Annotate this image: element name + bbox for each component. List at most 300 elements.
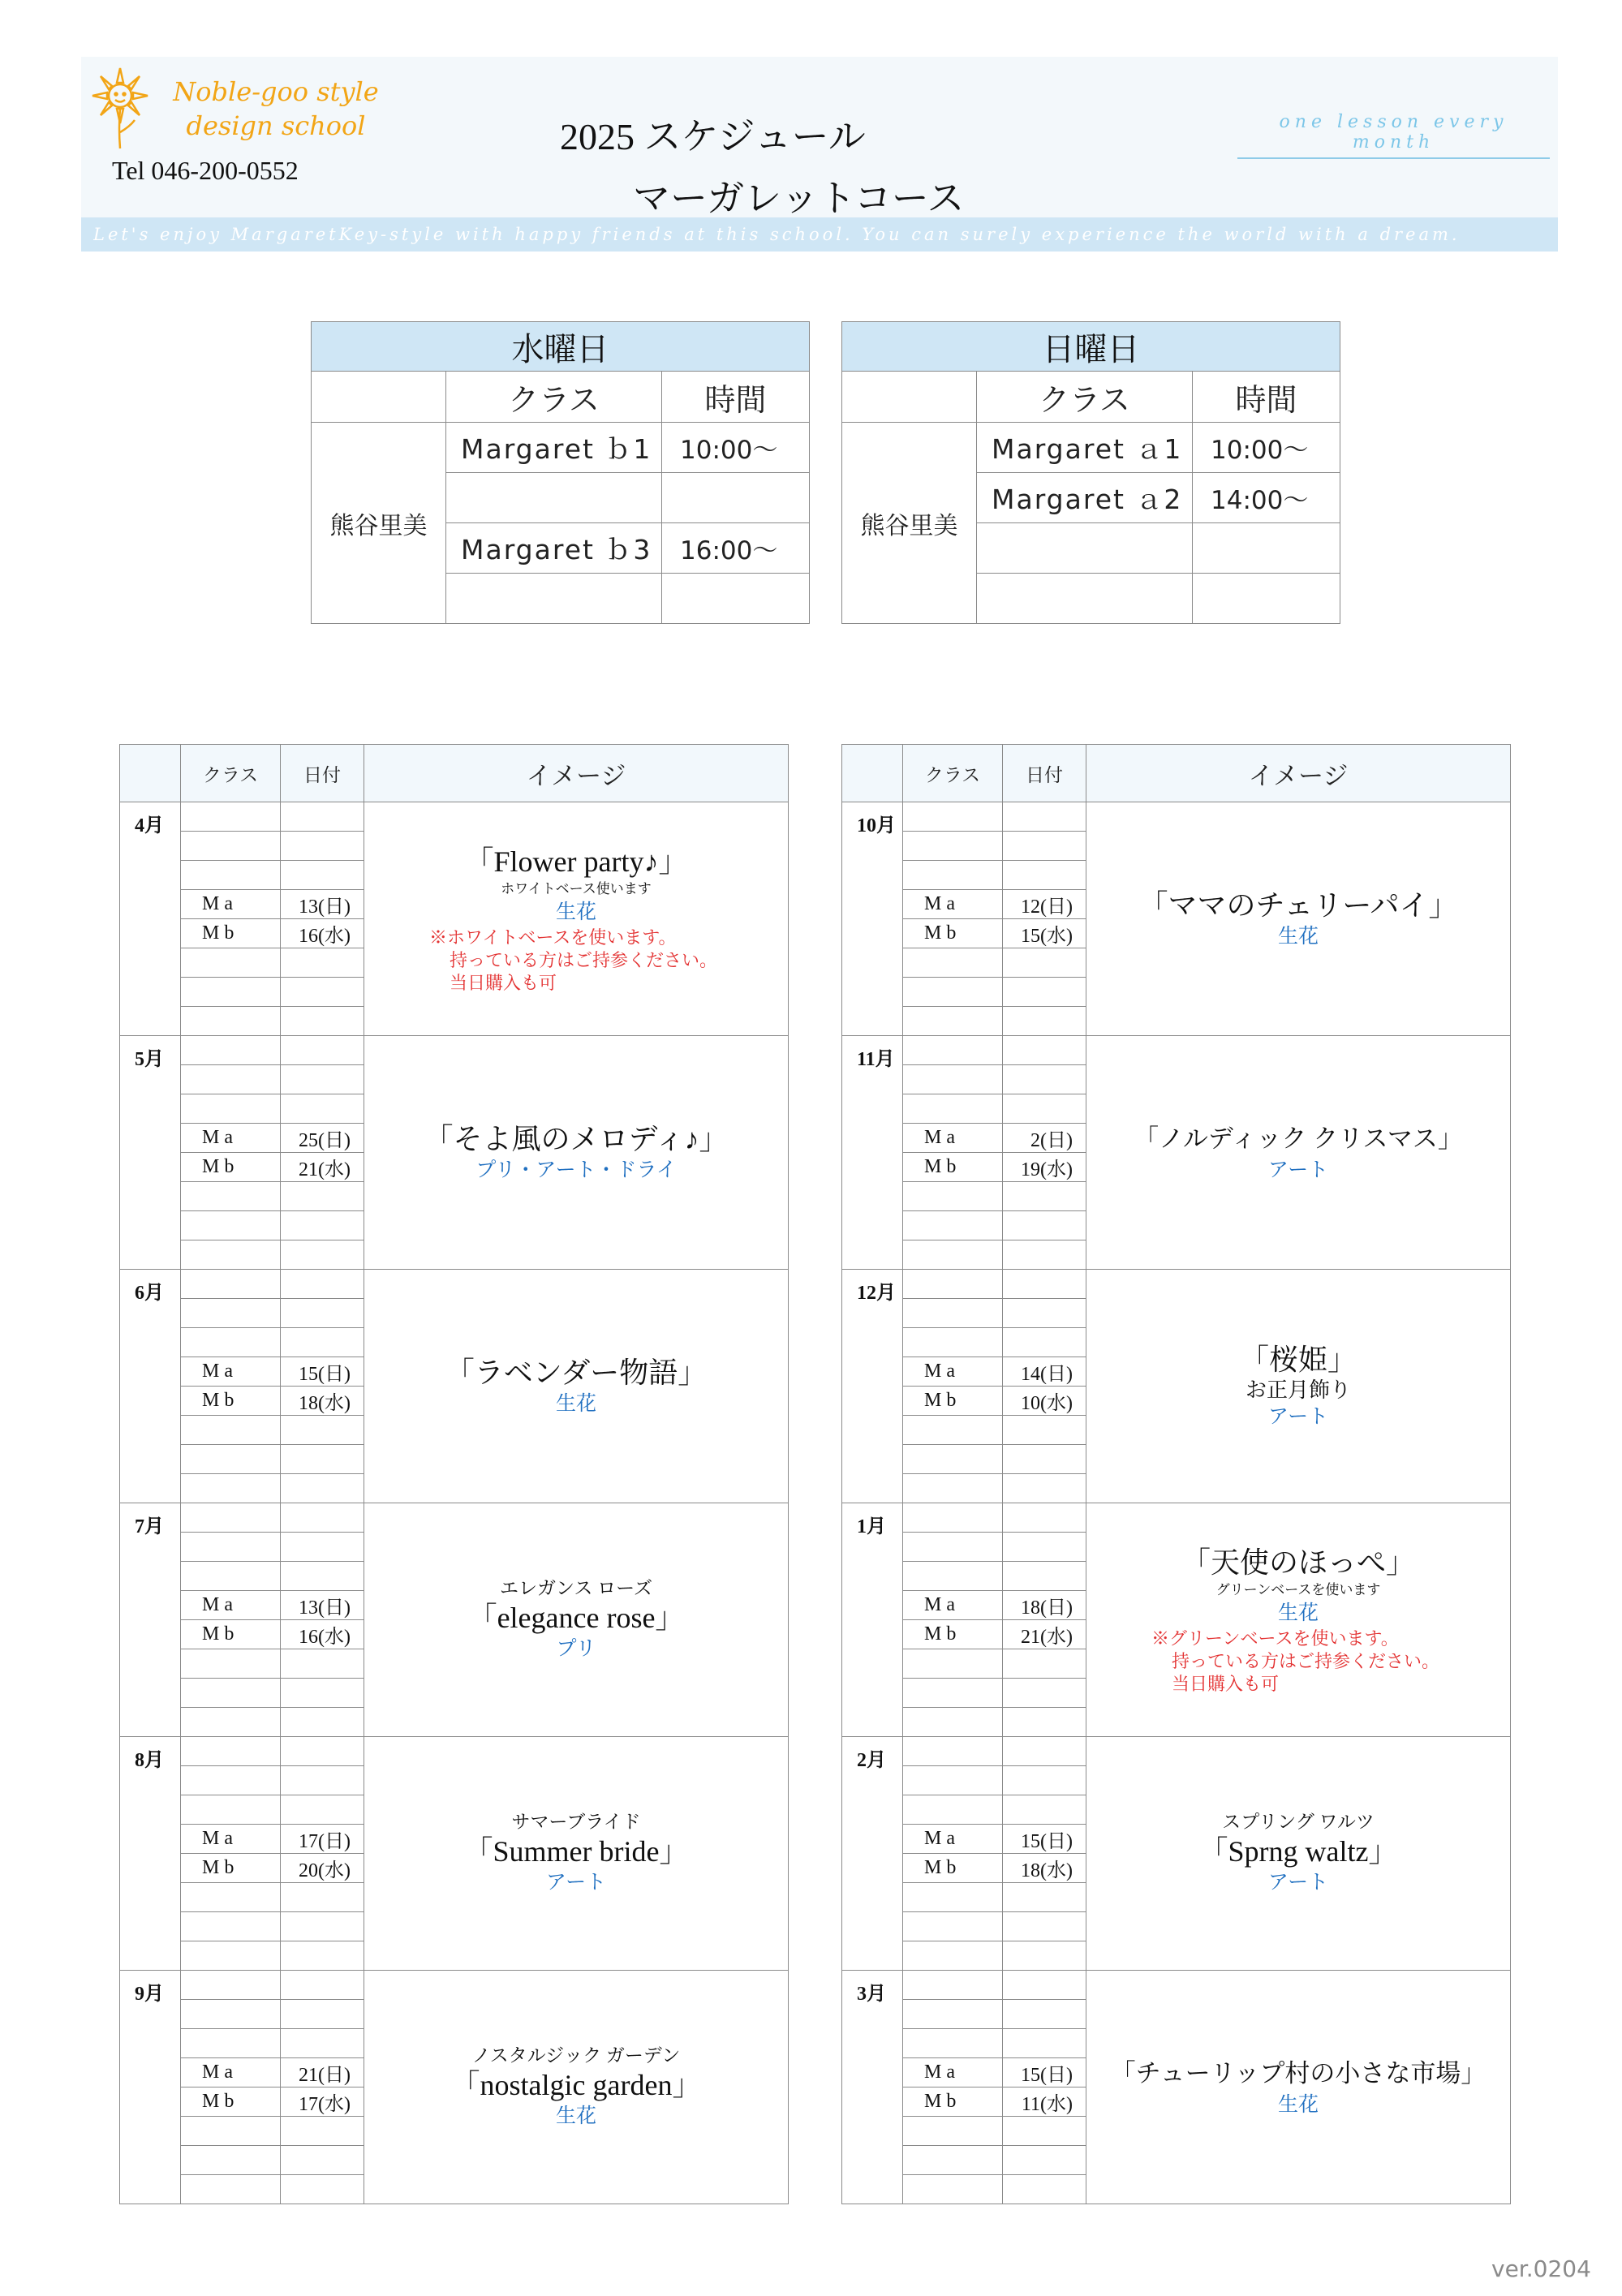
empty-cell (181, 2000, 281, 2029)
lesson-image-cell (1086, 1270, 1511, 1503)
motto-text: Let's enjoy MargaretKey-style with happy friends at this school. You can surely experience the world with a dream. (93, 225, 1461, 244)
empty-cell (281, 1474, 364, 1503)
empty-cell (181, 1883, 281, 1912)
lesson-image-cell (1086, 1971, 1511, 2204)
empty-cell (281, 1445, 364, 1474)
material-type: 生花 (555, 1392, 596, 1415)
empty-cell (903, 1708, 1003, 1737)
lesson-note-line: 持っている方はご持参ください。 (450, 949, 718, 970)
schedule-subrow (120, 802, 789, 832)
schedule-subrow (842, 1270, 1511, 1299)
class-code: Ma (903, 890, 1003, 919)
lesson-date: 13(日) (281, 890, 364, 919)
blank-header-cell (120, 745, 181, 802)
empty-cell (903, 1299, 1003, 1328)
class-name (977, 523, 1193, 574)
class-code: Mb (903, 1854, 1003, 1883)
school-name-line2: design school (186, 110, 366, 141)
empty-cell (903, 1240, 1003, 1270)
empty-cell (1003, 1941, 1086, 1971)
lesson-date: 15(日) (1003, 2058, 1086, 2087)
empty-cell (281, 1211, 364, 1240)
lesson-title: 「Summer bride」 (463, 1834, 689, 1868)
class-name: Margaret ａ2 (977, 473, 1193, 523)
empty-cell (1003, 1503, 1086, 1533)
empty-cell (181, 1766, 281, 1795)
schedule-subrow (120, 1503, 789, 1533)
empty-cell (903, 1533, 1003, 1562)
tagline: one lesson every month (1237, 112, 1550, 159)
empty-cell (181, 1182, 281, 1211)
class-code: Ma (181, 1591, 281, 1620)
empty-cell (903, 2146, 1003, 2175)
material-type: 生花 (1277, 1602, 1319, 1624)
empty-cell (1003, 1679, 1086, 1708)
empty-cell (281, 1533, 364, 1562)
lesson-date: 18(水) (281, 1387, 364, 1416)
empty-cell (903, 1971, 1003, 2000)
class-time (1193, 523, 1340, 574)
material-type: プリ・アート・ドライ (475, 1159, 677, 1181)
empty-cell (281, 2029, 364, 2058)
empty-cell (1003, 1474, 1086, 1503)
empty-cell (181, 1270, 281, 1299)
material-type: アート (1267, 1405, 1329, 1428)
empty-cell (181, 2146, 281, 2175)
class-name (977, 574, 1193, 624)
schedule-subrow (842, 1036, 1511, 1065)
month-label: 1月 (842, 1503, 903, 1737)
lesson-title: 「nostalgic garden」 (450, 2068, 702, 2101)
schedule-subrow (120, 1036, 789, 1065)
lesson-note-line: ※グリーンベースを使います。 (1151, 1627, 1399, 1649)
empty-cell (903, 1737, 1003, 1766)
empty-cell (1003, 2029, 1086, 2058)
empty-cell (181, 1649, 281, 1679)
lesson-date: 13(日) (281, 1591, 364, 1620)
lesson-date: 14(日) (1003, 1357, 1086, 1387)
empty-cell (281, 1328, 364, 1357)
empty-cell (281, 1182, 364, 1211)
material-type: 生花 (1277, 925, 1319, 948)
empty-cell (181, 2029, 281, 2058)
empty-cell (281, 1036, 364, 1065)
empty-cell (903, 1065, 1003, 1094)
class-code: Ma (903, 1357, 1003, 1387)
class-code: Ma (903, 2058, 1003, 2087)
class-column-header: クラス (977, 372, 1193, 423)
lesson-date: 21(日) (281, 2058, 364, 2087)
lesson-title: 「そよ風のメロディ♪」 (424, 1122, 729, 1155)
empty-cell (1003, 1737, 1086, 1766)
empty-cell (181, 832, 281, 861)
schedule-subrow (120, 1270, 789, 1299)
tel-number: Tel 046-200-0552 (112, 156, 299, 185)
empty-cell (903, 1766, 1003, 1795)
empty-cell (903, 832, 1003, 861)
empty-cell (181, 1533, 281, 1562)
lesson-date: 15(水) (1003, 919, 1086, 948)
lesson-subnote: グリーンベースを使います (1215, 1581, 1381, 1597)
class-column-header: クラス (446, 372, 662, 423)
lesson-date: 17(水) (281, 2087, 364, 2117)
empty-cell (1003, 2175, 1086, 2204)
class-code: Mb (903, 1153, 1003, 1182)
empty-cell (181, 802, 281, 832)
class-time (1193, 574, 1340, 624)
school-name-line1: Noble-goo style (173, 76, 379, 107)
empty-cell (181, 1503, 281, 1533)
empty-cell (1003, 1883, 1086, 1912)
lesson-title-reading: サマーブライド (511, 1811, 641, 1832)
empty-cell (903, 1007, 1003, 1036)
empty-cell (281, 1941, 364, 1971)
class-name (446, 574, 662, 624)
empty-cell (1003, 832, 1086, 861)
empty-cell (281, 2175, 364, 2204)
empty-cell (1003, 1416, 1086, 1445)
empty-cell (1003, 1211, 1086, 1240)
teacher-name: 熊谷里美 (842, 423, 977, 624)
month-label: 3月 (842, 1971, 903, 2204)
sunflower-logo-icon (88, 63, 153, 153)
lesson-note-line: 当日購入も可 (450, 972, 557, 993)
material-type: アート (545, 1871, 607, 1894)
class-column-header: クラス (903, 745, 1003, 802)
blank-header-cell (312, 372, 446, 423)
date-column-header: 日付 (281, 745, 364, 802)
class-code: Mb (903, 1387, 1003, 1416)
class-time: 16:00～ (662, 523, 810, 574)
empty-cell (181, 978, 281, 1007)
empty-cell (1003, 1562, 1086, 1591)
schedule-subrow (120, 1737, 789, 1766)
empty-cell (181, 1445, 281, 1474)
empty-cell (903, 1094, 1003, 1124)
material-type: プリ (556, 1637, 596, 1660)
class-code: Ma (903, 1124, 1003, 1153)
month-label: 4月 (120, 802, 181, 1036)
class-code: Mb (181, 1854, 281, 1883)
time-column-header: 時間 (1193, 372, 1340, 423)
lesson-image-cell (1086, 1737, 1511, 1971)
empty-cell (1003, 1708, 1086, 1737)
lesson-date: 21(水) (1003, 1620, 1086, 1649)
empty-cell (903, 1211, 1003, 1240)
lesson-date: 16(水) (281, 1620, 364, 1649)
empty-cell (1003, 2000, 1086, 2029)
empty-cell (181, 1416, 281, 1445)
lesson-date: 25(日) (281, 1124, 364, 1153)
class-time: 10:00～ (662, 423, 810, 473)
month-label: 8月 (120, 1737, 181, 1971)
class-code: Ma (181, 1825, 281, 1854)
empty-cell (903, 1182, 1003, 1211)
class-code: Ma (903, 1825, 1003, 1854)
empty-cell (903, 1328, 1003, 1357)
schedule-subrow (120, 1971, 789, 2000)
lesson-date: 21(水) (281, 1153, 364, 1182)
empty-cell (181, 1474, 281, 1503)
lesson-title: 「ノルディック クリスマス」 (1134, 1124, 1463, 1153)
lesson-title: 「elegance rose」 (467, 1601, 685, 1634)
class-code: Mb (181, 2087, 281, 2117)
empty-cell (1003, 1649, 1086, 1679)
empty-cell (903, 1416, 1003, 1445)
blank-header-cell (842, 745, 903, 802)
image-column-header: イメージ (1086, 745, 1511, 802)
lesson-image-cell (364, 802, 789, 1036)
lesson-subtitle: お正月飾り (1245, 1378, 1351, 1402)
empty-cell (903, 1679, 1003, 1708)
empty-cell (181, 1328, 281, 1357)
month-label: 12月 (842, 1270, 903, 1503)
empty-cell (903, 1503, 1003, 1533)
class-code: Ma (181, 2058, 281, 2087)
empty-cell (181, 1036, 281, 1065)
month-label: 10月 (842, 802, 903, 1036)
empty-cell (1003, 1240, 1086, 1270)
day-heading: 水曜日 (312, 322, 810, 372)
empty-cell (903, 978, 1003, 1007)
time-column-header: 時間 (662, 372, 810, 423)
empty-cell (1003, 2117, 1086, 2146)
empty-cell (903, 1474, 1003, 1503)
lesson-date: 20(水) (281, 1854, 364, 1883)
lesson-date: 19(水) (1003, 1153, 1086, 1182)
material-type: 生花 (1277, 2093, 1319, 2116)
empty-cell (903, 2000, 1003, 2029)
empty-cell (181, 1679, 281, 1708)
right-monthly-schedule-table (841, 744, 1511, 2204)
empty-cell (281, 1883, 364, 1912)
empty-cell (181, 2175, 281, 2204)
lesson-note (1151, 1627, 1510, 1696)
schedule-subrow (842, 802, 1511, 832)
empty-cell (1003, 1795, 1086, 1825)
lesson-title: 「Sprng waltz」 (1198, 1834, 1398, 1868)
empty-cell (181, 1795, 281, 1825)
lesson-date: 15(日) (1003, 1825, 1086, 1854)
lesson-date: 18(水) (1003, 1854, 1086, 1883)
empty-cell (281, 1795, 364, 1825)
empty-cell (281, 1299, 364, 1328)
course-title: マーガレットコース (633, 178, 965, 219)
empty-cell (281, 1416, 364, 1445)
empty-cell (903, 1912, 1003, 1941)
class-code: Mb (181, 1387, 281, 1416)
material-type: アート (1267, 1871, 1329, 1894)
material-type: 生花 (555, 2105, 596, 2127)
empty-cell (281, 1912, 364, 1941)
empty-cell (181, 1299, 281, 1328)
empty-cell (1003, 1445, 1086, 1474)
empty-cell (1003, 1766, 1086, 1795)
empty-cell (903, 1883, 1003, 1912)
lesson-date: 11(水) (1003, 2087, 1086, 2117)
empty-cell (281, 1737, 364, 1766)
lesson-title: 「チューリップ村の小さな市場」 (1110, 2058, 1486, 2087)
empty-cell (1003, 861, 1086, 890)
empty-cell (181, 1065, 281, 1094)
lesson-title-reading: スプリング ワルツ (1222, 1811, 1375, 1832)
empty-cell (1003, 1912, 1086, 1941)
empty-cell (281, 1270, 364, 1299)
empty-cell (1003, 2146, 1086, 2175)
empty-cell (281, 978, 364, 1007)
left-monthly-schedule-table (119, 744, 789, 2204)
lesson-title: 「Flower party♪」 (464, 845, 688, 878)
empty-cell (1003, 1971, 1086, 2000)
lesson-subnote: ホワイトベース使います (501, 880, 652, 896)
empty-cell (903, 1036, 1003, 1065)
empty-cell (181, 1737, 281, 1766)
class-time: 10:00～ (1193, 423, 1340, 473)
empty-cell (181, 2117, 281, 2146)
empty-cell (903, 1270, 1003, 1299)
image-column-header: イメージ (364, 745, 789, 802)
class-code: Ma (903, 1591, 1003, 1620)
empty-cell (1003, 1182, 1086, 1211)
lesson-image-cell (364, 1036, 789, 1270)
lesson-image-cell (364, 1971, 789, 2204)
lesson-date: 15(日) (281, 1357, 364, 1387)
empty-cell (903, 802, 1003, 832)
class-code: Mb (903, 2087, 1003, 2117)
class-column-header: クラス (181, 745, 281, 802)
empty-cell (281, 1065, 364, 1094)
month-label: 5月 (120, 1036, 181, 1270)
empty-cell (281, 1240, 364, 1270)
empty-cell (903, 1649, 1003, 1679)
empty-cell (281, 832, 364, 861)
empty-cell (903, 1795, 1003, 1825)
empty-cell (903, 2029, 1003, 2058)
empty-cell (281, 802, 364, 832)
month-label: 7月 (120, 1503, 181, 1737)
empty-cell (281, 2000, 364, 2029)
lesson-title: 「ママのチェリーパイ」 (1138, 888, 1458, 922)
lesson-image-cell (1086, 802, 1511, 1036)
empty-cell (1003, 1007, 1086, 1036)
empty-cell (281, 948, 364, 978)
teacher-name: 熊谷里美 (312, 423, 446, 624)
lesson-note-line: ※ホワイトベースを使います。 (429, 927, 677, 948)
class-name: Margaret ｂ1 (446, 423, 662, 473)
lesson-image-cell (1086, 1036, 1511, 1270)
empty-cell (1003, 802, 1086, 832)
class-code: Ma (181, 890, 281, 919)
empty-cell (1003, 1036, 1086, 1065)
version-label: ver.0204 (1491, 2255, 1591, 2282)
sunday-class-table (841, 321, 1340, 624)
empty-cell (181, 1094, 281, 1124)
class-code: Mb (903, 919, 1003, 948)
lesson-date: 18(日) (1003, 1591, 1086, 1620)
empty-cell (181, 1941, 281, 1971)
month-label: 11月 (842, 1036, 903, 1270)
lesson-note-line: 当日購入も可 (1172, 1673, 1280, 1694)
lesson-image-cell (364, 1503, 789, 1737)
material-type: 生花 (555, 901, 596, 923)
class-code: Ma (181, 1357, 281, 1387)
empty-cell (181, 1007, 281, 1036)
class-time (662, 473, 810, 523)
empty-cell (281, 1503, 364, 1533)
empty-cell (1003, 1328, 1086, 1357)
lesson-image-cell (1086, 1503, 1511, 1737)
lesson-title: 「天使のほっぺ」 (1181, 1546, 1415, 1579)
empty-cell (281, 1679, 364, 1708)
date-column-header: 日付 (1003, 745, 1086, 802)
lesson-title: 「ラベンダー物語」 (445, 1356, 708, 1389)
day-heading: 日曜日 (842, 322, 1340, 372)
empty-cell (281, 861, 364, 890)
school-name (162, 75, 389, 143)
empty-cell (281, 1766, 364, 1795)
empty-cell (903, 2175, 1003, 2204)
empty-cell (903, 1445, 1003, 1474)
lesson-title-reading: ノスタルジック ガーデン (471, 2044, 681, 2066)
wednesday-class-table (311, 321, 810, 624)
empty-cell (903, 1562, 1003, 1591)
empty-cell (181, 948, 281, 978)
empty-cell (181, 1708, 281, 1737)
lesson-title-reading: エレガンス ローズ (500, 1577, 652, 1598)
empty-cell (281, 1971, 364, 2000)
lesson-note-line: 持っている方はご持参ください。 (1172, 1650, 1440, 1671)
empty-cell (281, 1708, 364, 1737)
empty-cell (281, 2146, 364, 2175)
lesson-date: 12(日) (1003, 890, 1086, 919)
class-code: Ma (181, 1124, 281, 1153)
empty-cell (281, 1007, 364, 1036)
class-name: Margaret ｂ3 (446, 523, 662, 574)
class-name: Margaret ａ1 (977, 423, 1193, 473)
lesson-image-cell (364, 1270, 789, 1503)
blank-header-cell (842, 372, 977, 423)
empty-cell (1003, 1094, 1086, 1124)
empty-cell (281, 1094, 364, 1124)
empty-cell (903, 1941, 1003, 1971)
class-code: Mb (903, 1620, 1003, 1649)
lesson-image-cell (364, 1737, 789, 1971)
empty-cell (281, 1562, 364, 1591)
lesson-note (429, 927, 788, 995)
empty-cell (181, 1971, 281, 2000)
month-label: 6月 (120, 1270, 181, 1503)
lesson-date: 2(日) (1003, 1124, 1086, 1153)
page-title: 2025 スケジュール (560, 116, 866, 157)
class-time: 14:00～ (1193, 473, 1340, 523)
empty-cell (1003, 1299, 1086, 1328)
empty-cell (1003, 978, 1086, 1007)
schedule-subrow (842, 1737, 1511, 1766)
empty-cell (903, 861, 1003, 890)
class-time (662, 574, 810, 624)
month-label: 9月 (120, 1971, 181, 2204)
empty-cell (903, 948, 1003, 978)
material-type: アート (1267, 1159, 1329, 1181)
empty-cell (903, 2117, 1003, 2146)
schedule-subrow (842, 1503, 1511, 1533)
class-code: Mb (181, 1153, 281, 1182)
empty-cell (1003, 948, 1086, 978)
lesson-date: 10(水) (1003, 1387, 1086, 1416)
class-code: Mb (181, 1620, 281, 1649)
lesson-title: 「桜姫」 (1239, 1343, 1357, 1376)
empty-cell (181, 1211, 281, 1240)
